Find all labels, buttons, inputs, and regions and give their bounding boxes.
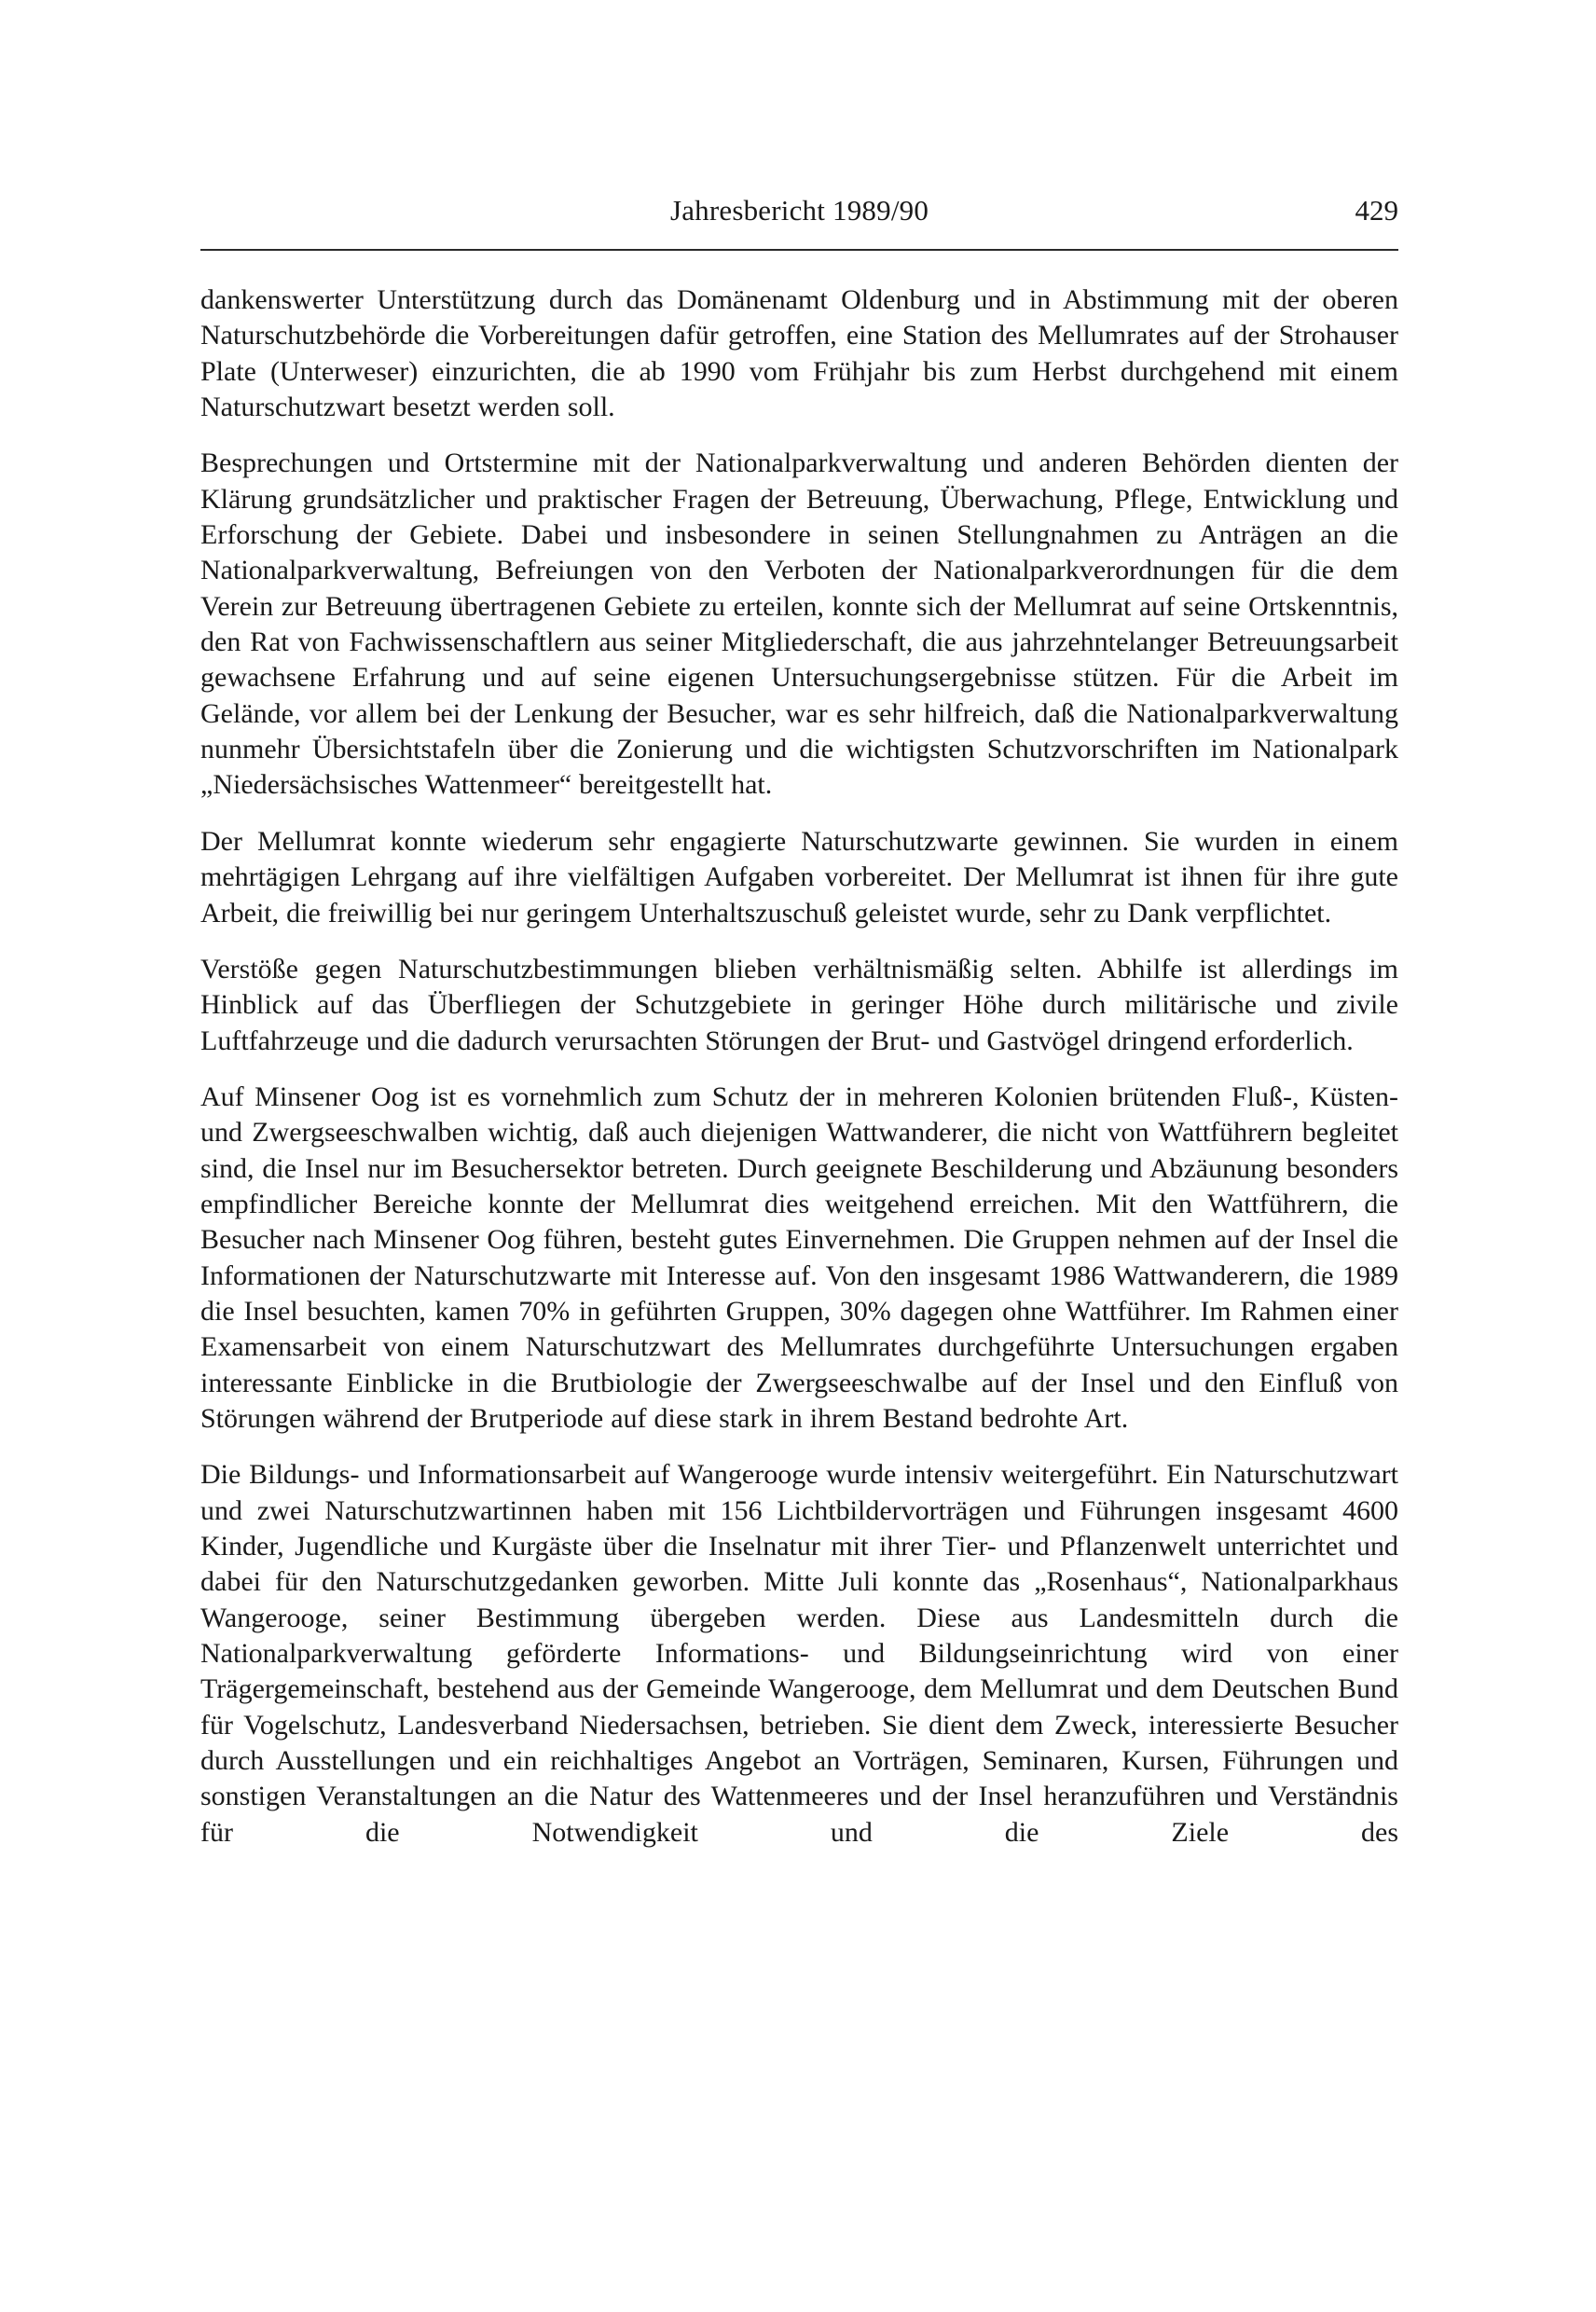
- page-number: 429: [1355, 194, 1398, 227]
- paragraph-naturschutzwarte: Der Mellumrat konnte wiederum sehr engagierte Naturschutzwarte gewinnen. Sie wurden in einem mehrtägigen Lehrgang auf ihre vielfältigen Aufgaben vorbereitet. Der Mellumrat ist ihnen für ihre gute Arbeit, die freiwillig bei nur geringem Unterhaltszuschuß geleistet wurde, sehr zu Dank verpflichtet.: [200, 825, 1398, 929]
- paragraph-minsener-oog: Auf Minsener Oog ist es vornehmlich zum Schutz der in mehreren Kolonien brütenden Fluß-, Küsten- und Zwergseeschwalben wichtig, daß auch diejenigen Wattwanderer, die nicht von Wattführern begleitet sind, die Insel nur im Besuchersektor betreten. Durch geeignete Beschilderung und Abzäunung besonders empfindlicher Bereiche konnte der Mellumrat dies weitgehend erreichen. Mit den Wattführern, die Besucher nach Minsener Oog führen, besteht gutes Einvernehmen. Die Gruppen nehmen auf der Insel die Informationen der Naturschutzwarte mit Interesse auf. Von den insgesamt 1986 Wattwanderern, die 1989 die Insel besuchten, kamen 70% in geführten Gruppen, 30% dagegen ohne Wattführer. Im Rahmen einer Examensarbeit von einem Naturschutzwart des Mellumrates durchgeführte Untersuchungen ergaben interessante Einblicke in die Brutbiologie der Zwergseeschwalbe auf der Insel und den Einfluß von Störungen während der Brutperiode auf diese stark in ihrem Bestand bedrohte Art.: [200, 1080, 1398, 1434]
- paragraph-verstoesse: Verstöße gegen Naturschutzbestimmungen blieben verhältnismäßig selten. Abhilfe ist allerdings im Hinblick auf das Überfliegen der Schutzgebiete in geringer Höhe durch militärische und zivile Luftfahrzeuge und die dadurch verursachten Störungen der Brut- und Gastvögel dringend erforderlich.: [200, 953, 1398, 1056]
- body-text: [200, 282, 1398, 1851]
- paragraph-wangerooge: Die Bildungs- und Informationsarbeit auf Wangerooge wurde intensiv weitergeführt. Ein Naturschutzwart und zwei Naturschutzwartinnen haben mit 156 Lichtbildervorträgen und Führungen insgesamt 4600 Kinder, Jugendliche und Kurgäste über die Inselnatur mit ihrer Tier- und Pflanzenwelt unterrichtet und dabei für den Naturschutzgedanken geworben. Mitte Juli konnte das „Rosenhaus“, Nationalparkhaus Wangerooge, seiner Bestimmung übergeben werden. Diese aus Landesmitteln durch die Nationalparkverwaltung geförderte Informations- und Bildungseinrichtung wird von einer Trägergemeinschaft, bestehend aus der Gemeinde Wangerooge, dem Mellumrat und dem Deutschen Bund für Vogelschutz, Landesverband Niedersachsen, betrieben. Sie dient dem Zweck, interessierte Besucher durch Ausstellungen und ein reichhaltiges Angebot an Vorträgen, Seminaren, Kursen, Führungen und sonstigen Veranstaltungen an die Natur des Wattenmeeres und der Insel heranzuführen und Verständnis für die Notwendigkeit und die Ziele des: [200, 1459, 1398, 1848]
- paragraph-strohauser-plate: dankenswerter Unterstützung durch das Domänenamt Oldenburg und in Abstimmung mit der oberen Naturschutzbehörde die Vorbereitungen dafür getroffen, eine Station des Mellumrates auf der Strohauser Plate (Unterweser) einzurichten, die ab 1990 vom Frühjahr bis zum Herbst durchgehend mit einem Naturschutzwart besetzt werden soll.: [200, 284, 1398, 423]
- running-title: Jahresbericht 1989/90: [669, 194, 929, 227]
- paragraph-besprechungen: Besprechungen und Ortstermine mit der Nationalparkverwaltung und anderen Behörden dienten der Klärung grundsätzlicher und praktischer Fragen der Betreuung, Überwachung, Pflege, Entwicklung und Erforschung der Gebiete. Dabei und insbesondere in seinen Stellungnahmen zu Anträgen an die Nationalparkverwaltung, Befreiungen von den Verboten der Nationalparkverordnungen für die dem Verein zur Betreuung übertragenen Gebiete zu erteilen, konnte sich der Mellumrat auf seine Ortskenntnis, den Rat von Fachwissenschaftlern aus seiner Mitgliederschaft, die aus jahrzehntelanger Betreuungsarbeit gewachsene Erfahrung und auf seine eigenen Untersuchungsergebnisse stützen. Für die Arbeit im Gelände, vor allem bei der Lenkung der Besucher, war es sehr hilfreich, daß die Nationalparkverwaltung nunmehr Übersichtstafeln über die Zonierung und die wichtigsten Schutzvorschriften im Nationalpark „Niedersächsisches Wattenmeer“ bereitgestellt hat.: [200, 447, 1398, 801]
- running-header: [200, 191, 1398, 251]
